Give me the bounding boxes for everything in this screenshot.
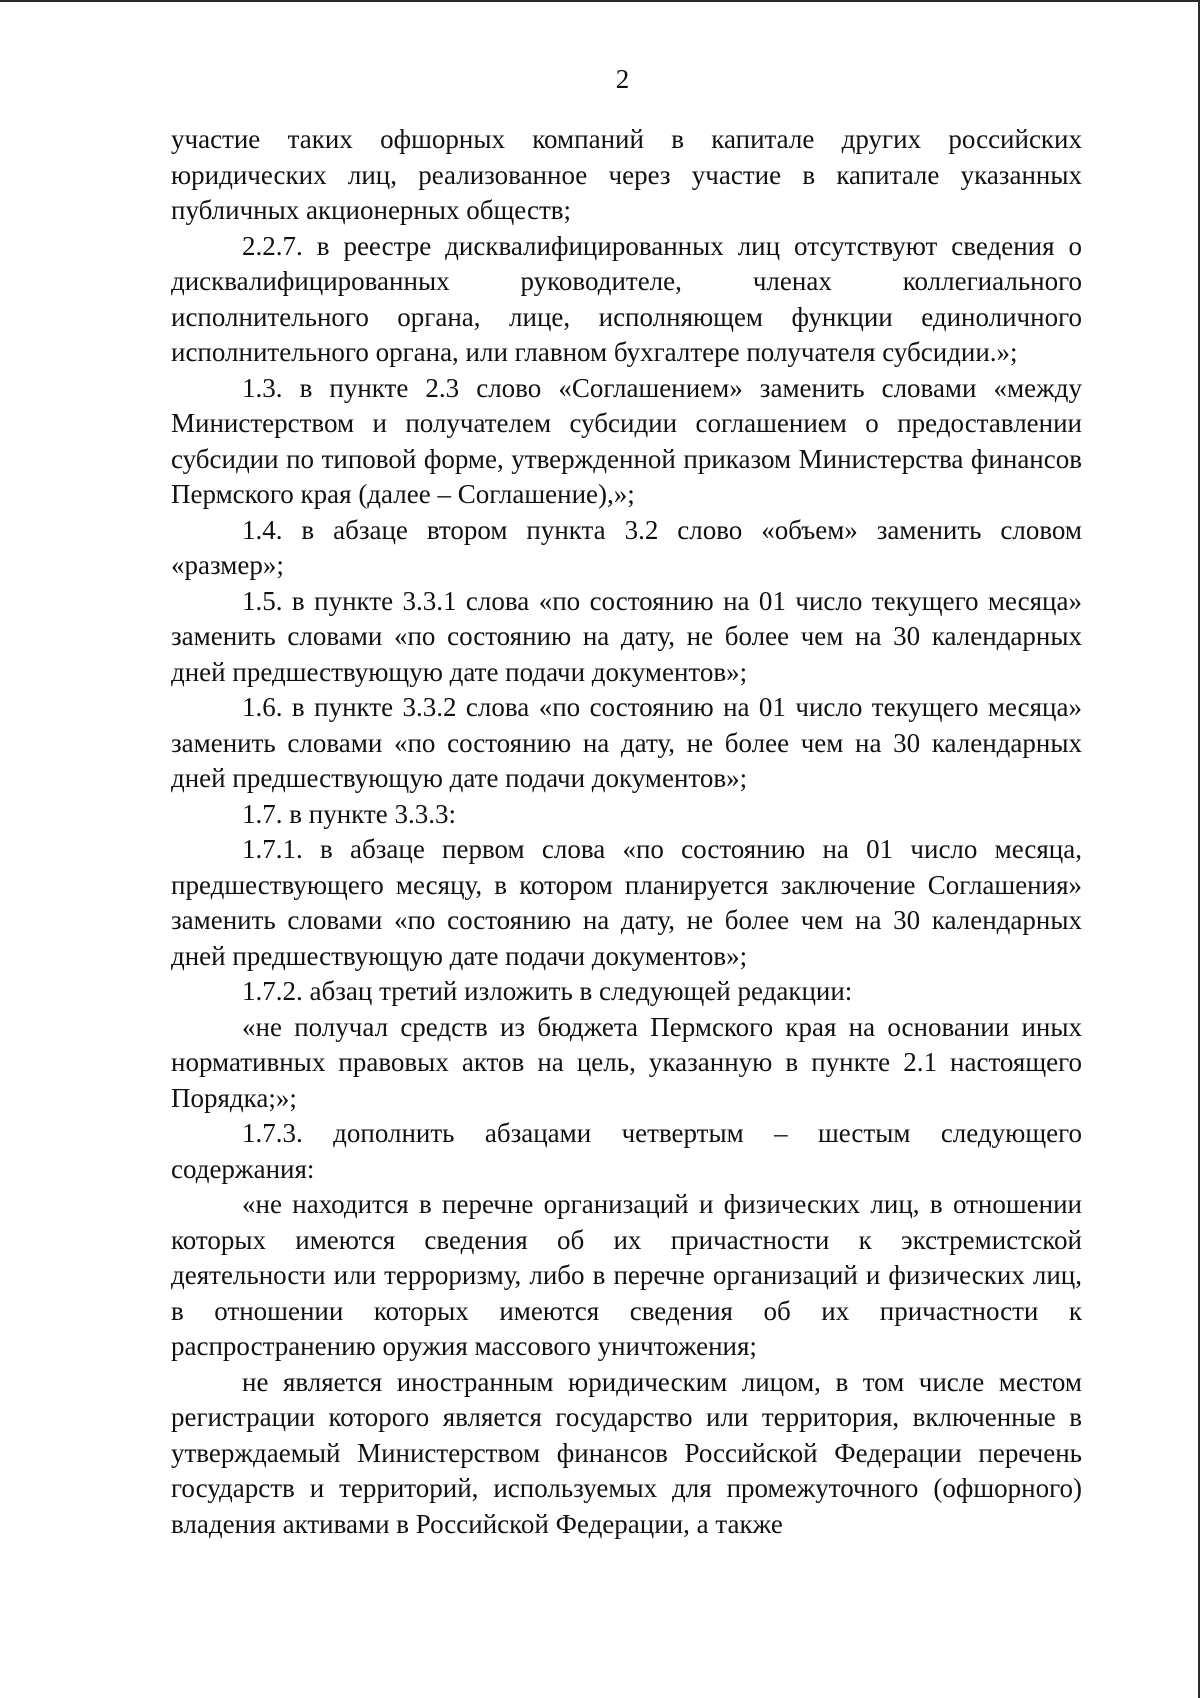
paragraph-1-5: 1.5. в пункте 3.3.1 слова «по состоянию на 01 число текущего месяца» заменить словами «по состоянию на дату, не более чем на 30 календарных дней предшествующую дате подачи документов»; [171, 585, 1082, 687]
paragraph-1-7-2: 1.7.2. абзац третий изложить в следующей редакции: [242, 976, 853, 1006]
paragraph-quoted-offshore: не является иностранным юридическим лицом, в том числе местом регистрации которого является государство или территория, включенные в утверждаемый Министерством финансов Российской Федерации перечень государств и территорий, используемых для промежуточного (офшорного) владения активами в Российской Федерации, а также [171, 1366, 1082, 1539]
paragraph-1-6: 1.6. в пункте 3.3.2 слова «по состоянию на 01 число текущего месяца» заменить словами «по состоянию на дату, не более чем на 30 календарных дней предшествующую дате подачи документов»; [171, 692, 1082, 793]
paragraph-continuation: участие таких офшорных компаний в капитале других российских юридических лиц, реализованное через участие в капитале указанных публичных акционерных обществ; [171, 124, 1082, 225]
paragraph-1-7-1: 1.7.1. в абзаце первом слова «по состоянию на 01 число месяца, предшествующего месяцу, в котором планируется заключение Соглашения» заменить словами «по состоянию на дату, не более чем на 30 календарных дней предшествующую дате подачи документов»; [171, 834, 1082, 971]
document-body [171, 122, 1082, 1542]
paragraph-1-7: 1.7. в пункте 3.3.3: [242, 798, 456, 829]
paragraph-1-3: 1.3. в пункте 2.3 слово «Соглашением» заменить словами «между Министерством и получателем субсидии соглашением о предоставлении субсидии по типовой форме, утвержденной приказом Министерства финансов Пермского края (далее – Соглашение),»; [171, 372, 1082, 509]
paragraph-2-2-7: 2.2.7. в реестре дисквалифицированных лиц отсутствуют сведения о дисквалифицированных руководителе, членах коллегиального исполнительного органа, лице, исполняющем функции единоличного исполнительного органа, или главном бухгалтере получателя субсидии.»; [171, 230, 1082, 367]
paragraph-quoted-budget: «не получал средств из бюджета Пермского края на основании иных нормативных правовых актов на цель, указанную в пункте 2.1 настоящего Порядка;»; [171, 1011, 1082, 1113]
page-number: 2 [615, 64, 630, 94]
paragraph-1-7-3: 1.7.3. дополнить абзацами четвертым – шестым следующего содержания: [171, 1118, 1082, 1184]
paragraph-1-4: 1.4. в абзаце втором пункта 3.2 слово «объем» заменить словом «размер»; [171, 514, 1082, 580]
paragraph-quoted-extremism: «не находится в перечне организаций и физических лиц, в отношении которых имеются сведения об их причастности к экстремистской деятельности или терроризму, либо в перечне организаций и физических лиц, в отношении которых имеются сведения об их причастности к распространению оружия массового уничтожения; [171, 1189, 1082, 1361]
scan-border-top [0, 0, 1200, 2]
